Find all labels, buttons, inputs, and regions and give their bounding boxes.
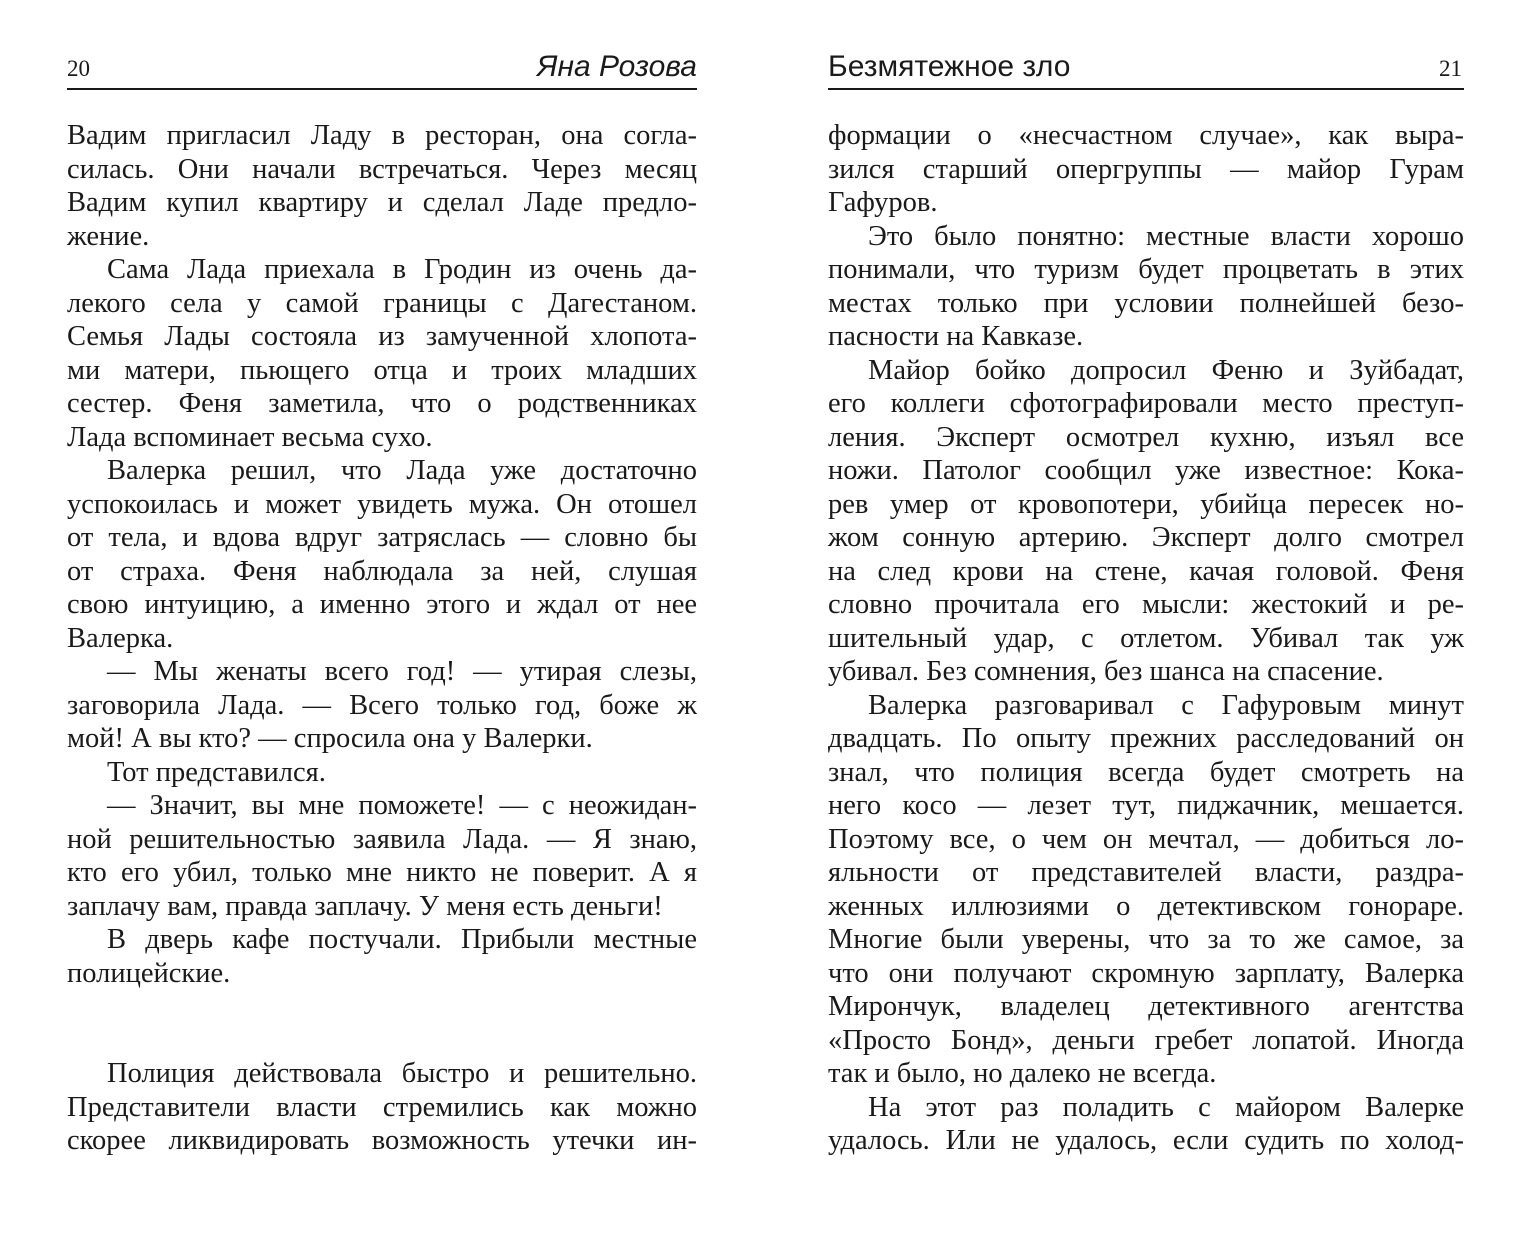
text-line: заговорила Лада. — Всего только год, боже ж [67,689,697,721]
text-line: Вадим пригласил Ладу в ресторан, она согла- [67,120,697,151]
text-line: удалось. Или не удалось, если судить по холод- [828,1125,1464,1156]
text-line: понимали, что туризм будет процветать в этих [828,254,1464,285]
text-line: Представители власти стремились как можно [67,1091,697,1123]
text-line: свою интуицию, а именно этого и ждал от нее [67,589,697,620]
page-number-left: 20 [67,56,90,81]
left-page-text [67,119,697,1158]
author-name: Яна Розова [537,50,697,83]
text-line: Сама Лада приехала в Гродин из очень да- [107,254,697,285]
text-line: Поэтому все, о чем он мечтал, — добиться ло- [828,823,1464,855]
text-line: так и было, но далеко не всегда. [828,1058,1217,1089]
right-page-text [828,119,1464,1158]
text-line: В дверь кафе постучали. Прибыли местные [107,924,697,955]
text-line: успокоилась и может увидеть мужа. Он отошел [67,488,697,520]
text-line: яльности от представителей власти, раздра- [828,857,1464,888]
text-line: него косо — лезет тут, пиджачник, мешается. [828,790,1464,821]
text-line: формации о «несчастном случае», как выра- [828,120,1464,151]
text-line: от тела, и вдова вдруг затряслась — словно бы [67,522,697,553]
text-line: на след крови на стене, качая головой. Феня [828,555,1464,587]
text-line: Валерка разговаривал с Гафуровым минут [868,689,1464,721]
text-line: словно прочитала его мысли: жестокий и ре- [828,589,1464,620]
left-page [67,0,697,1248]
text-line: местах только при условии полнейшей безо- [828,287,1464,319]
text-line: что они получают скромную зарплату, Валерка [828,957,1464,989]
text-line: сестер. Феня заметила, что о родственниках [67,388,697,419]
text-line: Семья Лады состояла из замученной хлопота- [67,321,697,352]
text-line: убивал. Без сомнения, без шанса на спасение. [828,656,1384,687]
text-line: двадцать. По опыту прежних расследований он [828,723,1464,754]
text-line: Валерка решил, что Лада уже достаточно [107,455,697,486]
text-line: «Просто Бонд», деньги гребет лопатой. Иногда [828,1024,1464,1056]
text-line: от страха. Феня наблюдала за ней, слушая [67,555,697,587]
book-title: Безмятежное зло [828,50,1071,83]
text-line: ми матери, пьющего отца и троих младших [67,354,697,386]
text-line: жом сонную артерию. Эксперт долго смотрел [828,522,1464,553]
text-line: лекого села у самой границы с Дагестаном. [67,287,697,319]
text-line: мой! А вы кто? — спросила она у Валерки. [67,723,593,754]
text-line: Лада вспоминает весьма сухо. [67,421,433,453]
text-line: ной решительностью заявила Лада. — Я знаю, [67,823,697,855]
text-line: На этот раз поладить с майором Валерке [868,1091,1464,1123]
text-line: Гафуров. [828,187,938,218]
text-line: Полиция действовала быстро и решительно. [107,1058,697,1089]
right-page [828,0,1464,1248]
text-line: зился старший опергруппы — майор Гурам [828,153,1464,185]
text-line: полицейские. [67,957,231,989]
text-line: — Мы женаты всего год! — утирая слезы, [107,656,697,687]
text-line: ножи. Патолог сообщил уже известное: Кока- [828,455,1464,486]
text-line: Многие были уверены, что за то же самое, за [828,924,1464,955]
text-line: знал, что полиция всегда будет смотреть на [828,756,1464,788]
right-running-head [828,42,1464,90]
text-line: рев умер от кровопотери, убийца пересек но- [828,488,1464,520]
page-number-right: 21 [1439,56,1462,81]
text-line: Тот представился. [107,756,326,788]
text-line: Вадим купил квартиру и сделал Ладе предло- [67,187,697,218]
text-line: его коллеги сфотографировали место преступ- [828,388,1464,419]
text-line: Валерка. [67,622,174,654]
section-break [67,990,697,1057]
text-line: Майор бойко допросил Феню и Зуйбадат, [868,354,1464,386]
text-line: скорее ликвидировать возможность утечки ин- [67,1125,697,1156]
text-line: ления. Эксперт осмотрел кухню, изъял все [828,421,1464,453]
text-line: силась. Они начали встречаться. Через месяц [67,153,697,185]
text-line: женных иллюзиями о детективском гонораре. [828,890,1464,922]
text-line: заплачу вам, правда заплачу. У меня есть деньги! [67,890,663,922]
text-line: кто его убил, только мне никто не поверит. А я [67,857,697,888]
text-line: — Значит, вы мне поможете! — с неожидан- [107,790,697,821]
text-line: шительный удар, с отлетом. Убивал так уж [828,622,1464,654]
text-line: Мирончук, владелец детективного агентства [828,991,1464,1022]
text-line: пасности на Кавказе. [828,321,1084,352]
text-line: жение. [67,220,150,252]
text-line: Это было понятно: местные власти хорошо [868,220,1464,252]
left-running-head [67,42,697,90]
